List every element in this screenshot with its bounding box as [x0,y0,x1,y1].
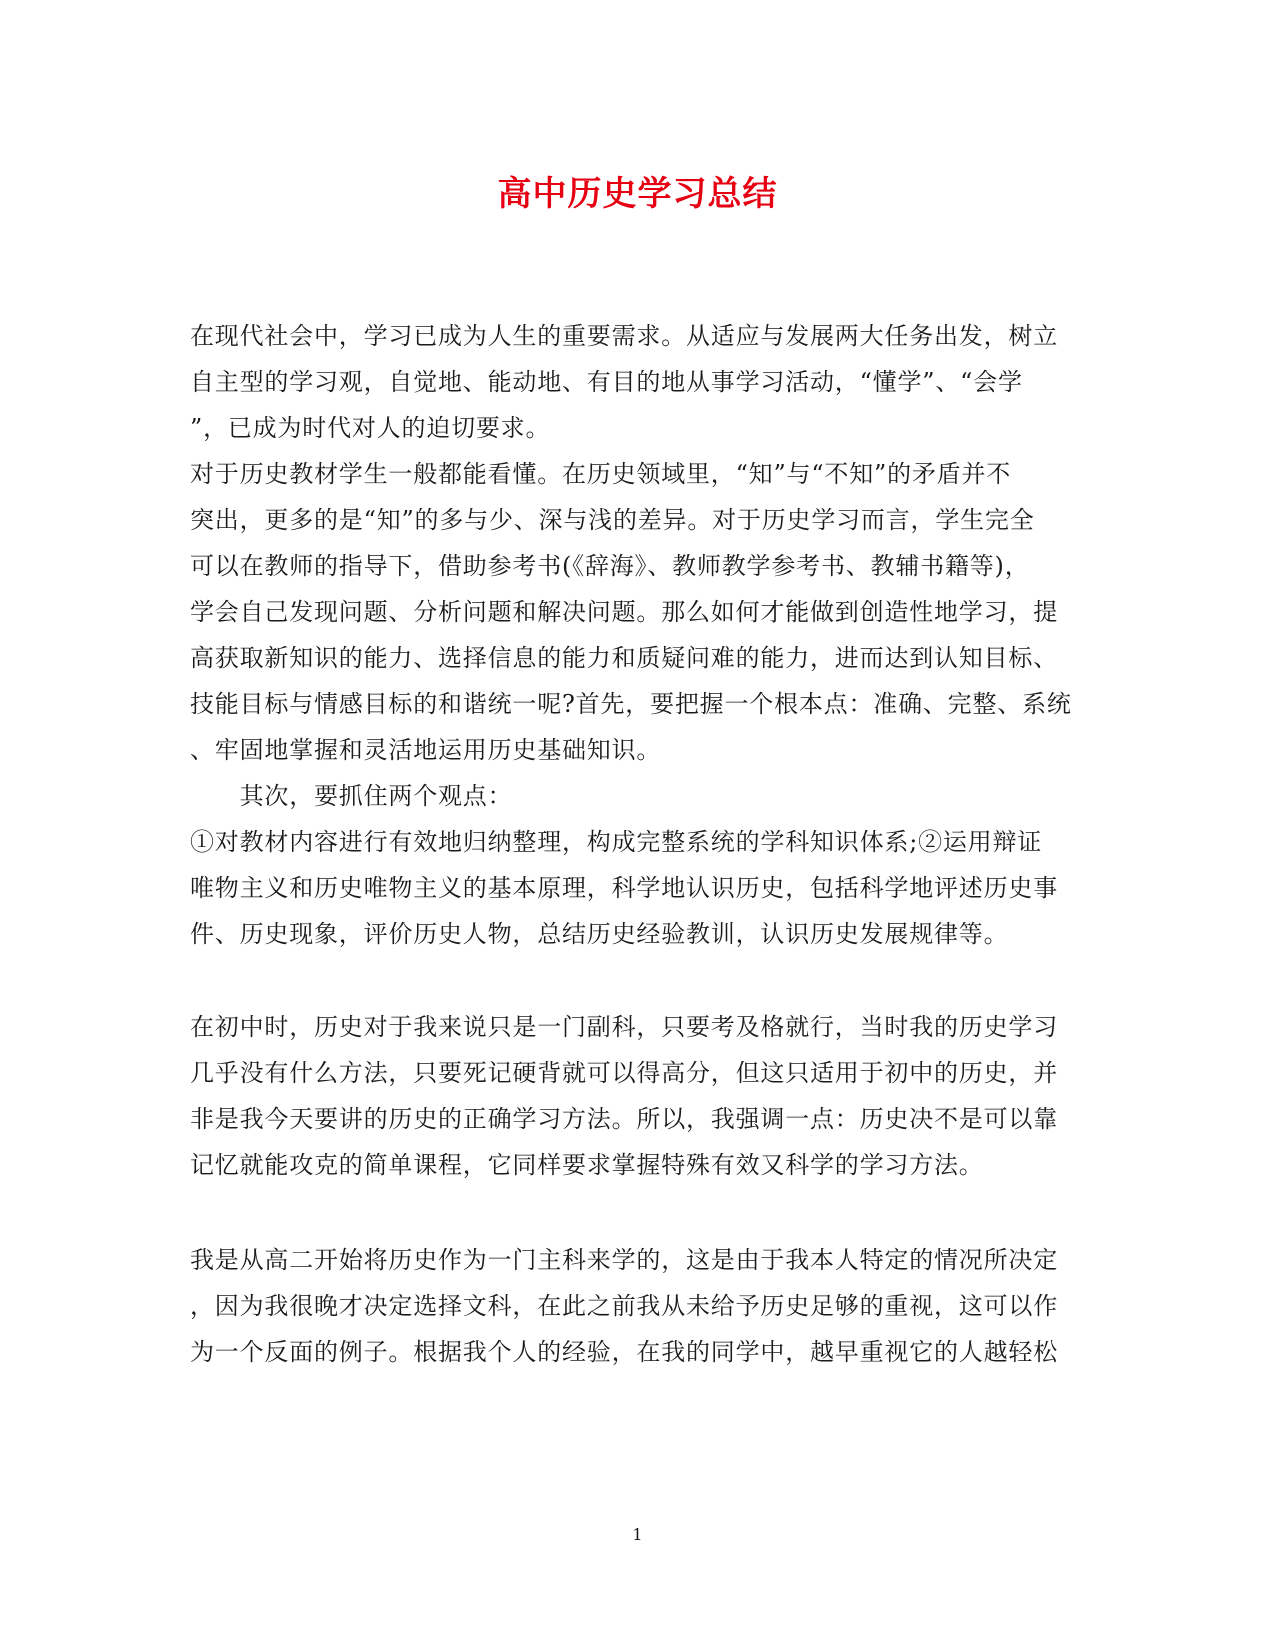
page-number: 1 [632,1525,643,1544]
body-line: ”，已成为时代对人的迫切要求。 [190,414,551,442]
body-line: 高获取新知识的能力、选择信息的能力和质疑问难的能力，进而达到认知目标、 [190,644,1058,672]
body-line: 、牢固地掌握和灵活地运用历史基础知识。 [190,736,662,764]
body-line: 非是我今天要讲的历史的正确学习方法。所以，我强调一点：历史决不是可以靠 [190,1105,1058,1133]
body-line: 技能目标与情感目标的和谐统一呢?首先，要把握一个根本点：准确、完整、系统 [190,690,1072,718]
body-line: 突出，更多的是“知”的多与少、深与浅的差异。对于历史学习而言，学生完全 [190,506,1035,534]
body-line: 学会自己发现问题、分析问题和解决问题。那么如何才能做到创造性地学习，提 [190,598,1058,626]
body-line: 几乎没有什么方法，只要死记硬背就可以得高分，但这只适用于初中的历史，并 [190,1059,1058,1087]
page-title: 高中历史学习总结 [497,174,778,214]
body-line: 为一个反面的例子。根据我个人的经验，在我的同学中，越早重视它的人越轻松 [190,1338,1058,1366]
body-line: 可以在教师的指导下，借助参考书(《辞海》、教师教学参考书、教辅书籍等)， [190,552,1030,580]
body-line: 唯物主义和历史唯物主义的基本原理，科学地认识历史，包括科学地评述历史事 [190,874,1058,902]
body-line: 件、历史现象，评价历史人物，总结历史经验教训，认识历史发展规律等。 [190,920,1009,948]
body-line: 在初中时，历史对于我来说只是一门副科，只要考及格就行，当时我的历史学习 [190,1013,1058,1041]
body-line: 我是从高二开始将历史作为一门主科来学的，这是由于我本人特定的情况所决定 [190,1246,1058,1274]
body-line: 记忆就能攻克的简单课程，它同样要求掌握特殊有效又科学的学习方法。 [190,1151,984,1179]
body-line: 其次，要抓住两个观点： [190,782,513,810]
body-line: 自主型的学习观，自觉地、能动地、有目的地从事学习活动，“懂学”、“会学 [190,368,1023,396]
body-line: ①对教材内容进行有效地归纳整理，构成完整系统的学科知识体系;②运用辩证 [190,828,1043,856]
body-line: 在现代社会中，学习已成为人生的重要需求。从适应与发展两大任务出发，树立 [190,322,1058,350]
body-line: 对于历史教材学生一般都能看懂。在历史领域里，“知”与“不知”的矛盾并不 [190,460,1012,488]
body-line: ，因为我很晚才决定选择文科，在此之前我从未给予历史足够的重视，这可以作 [190,1292,1058,1320]
